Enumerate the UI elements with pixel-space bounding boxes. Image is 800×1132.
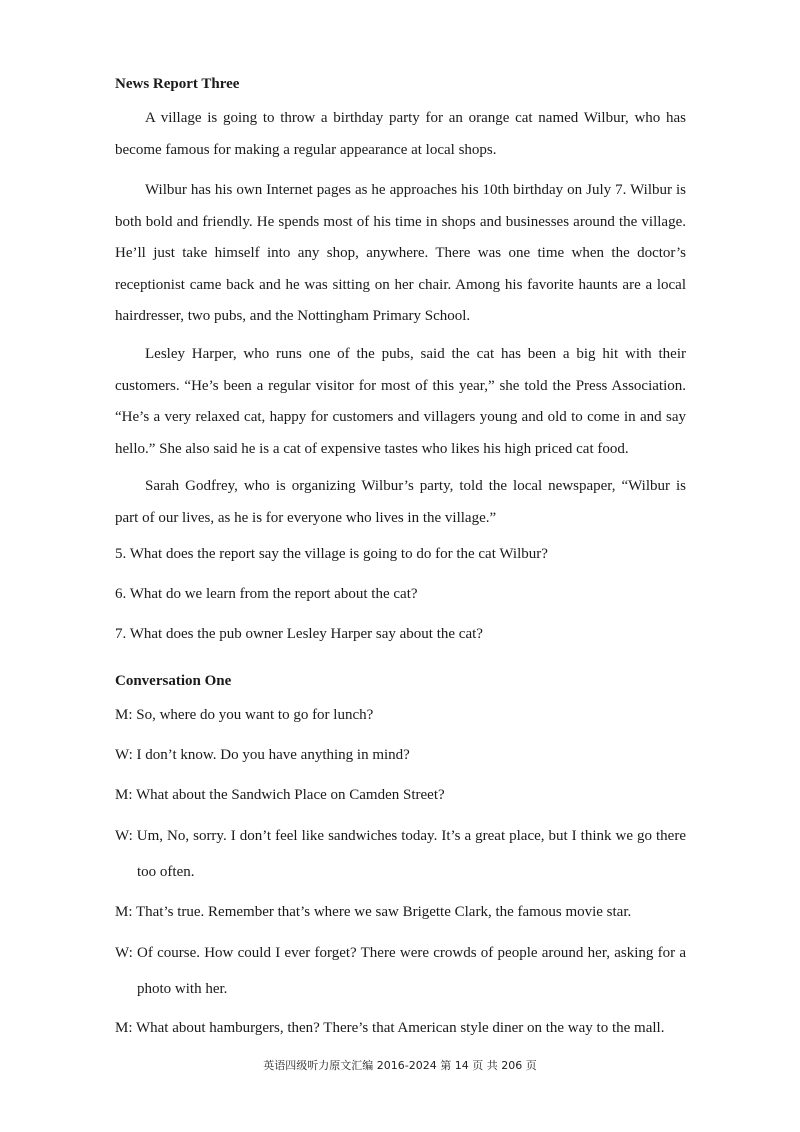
question-6: 6. What do we learn from the report about the cat?	[115, 586, 418, 602]
page-footer: 英语四级听力原文汇编 2016-2024 第 14 页 共 206 页	[263, 1059, 537, 1072]
section-heading-conversation-one: Conversation One	[115, 673, 232, 689]
dialog-line-1: M: So, where do you want to go for lunch?	[115, 707, 374, 723]
dialog-line-7: M: What about hamburgers, then? There’s that American style diner on the way to the mall.	[115, 1020, 665, 1036]
dialog-line-4: W: Um, No, sorry. I don’t feel like sandwiches today. It’s a great place, but I think we go there too often.	[115, 828, 686, 880]
paragraph-3: Lesley Harper, who runs one of the pubs, said the cat has been a big hit with their customers. “He’s been a regular visitor for most of this year,” she told the Press Association. “He’s a very relaxed cat, happy for customers and villagers young and old to come in and say hello.” She also said he is a cat of expensive tastes who likes his high priced cat food.	[115, 346, 686, 457]
section-heading-news-report-three: News Report Three	[115, 76, 240, 92]
dialog-line-3: M: What about the Sandwich Place on Camden Street?	[115, 787, 445, 803]
question-5: 5. What does the report say the village is going to do for the cat Wilbur?	[115, 546, 548, 562]
dialog-line-5: M: That’s true. Remember that’s where we saw Brigette Clark, the famous movie star.	[115, 904, 632, 920]
dialog-line-6: W: Of course. How could I ever forget? There were crowds of people around her, asking for a photo with her.	[115, 945, 686, 997]
question-7: 7. What does the pub owner Lesley Harper say about the cat?	[115, 626, 483, 642]
paragraph-4: Sarah Godfrey, who is organizing Wilbur’s party, told the local newspaper, “Wilbur is part of our lives, as he is for everyone who lives in the village.”	[115, 478, 686, 526]
paragraph-2: Wilbur has his own Internet pages as he approaches his 10th birthday on July 7. Wilbur is both bold and friendly. He spends most of his time in shops and businesses around the village. He’ll just take himself into any shop, anywhere. There was one time when the doctor’s receptionist came back and he was sitting on her chair. Among his favorite haunts are a local hairdresser, two pubs, and the Nottingham Primary School.	[115, 182, 686, 324]
paragraph-1: A village is going to throw a birthday party for an orange cat named Wilbur, who has become famous for making a regular appearance at local shops.	[115, 110, 686, 158]
dialog-line-2: W: I don’t know. Do you have anything in mind?	[115, 747, 410, 763]
